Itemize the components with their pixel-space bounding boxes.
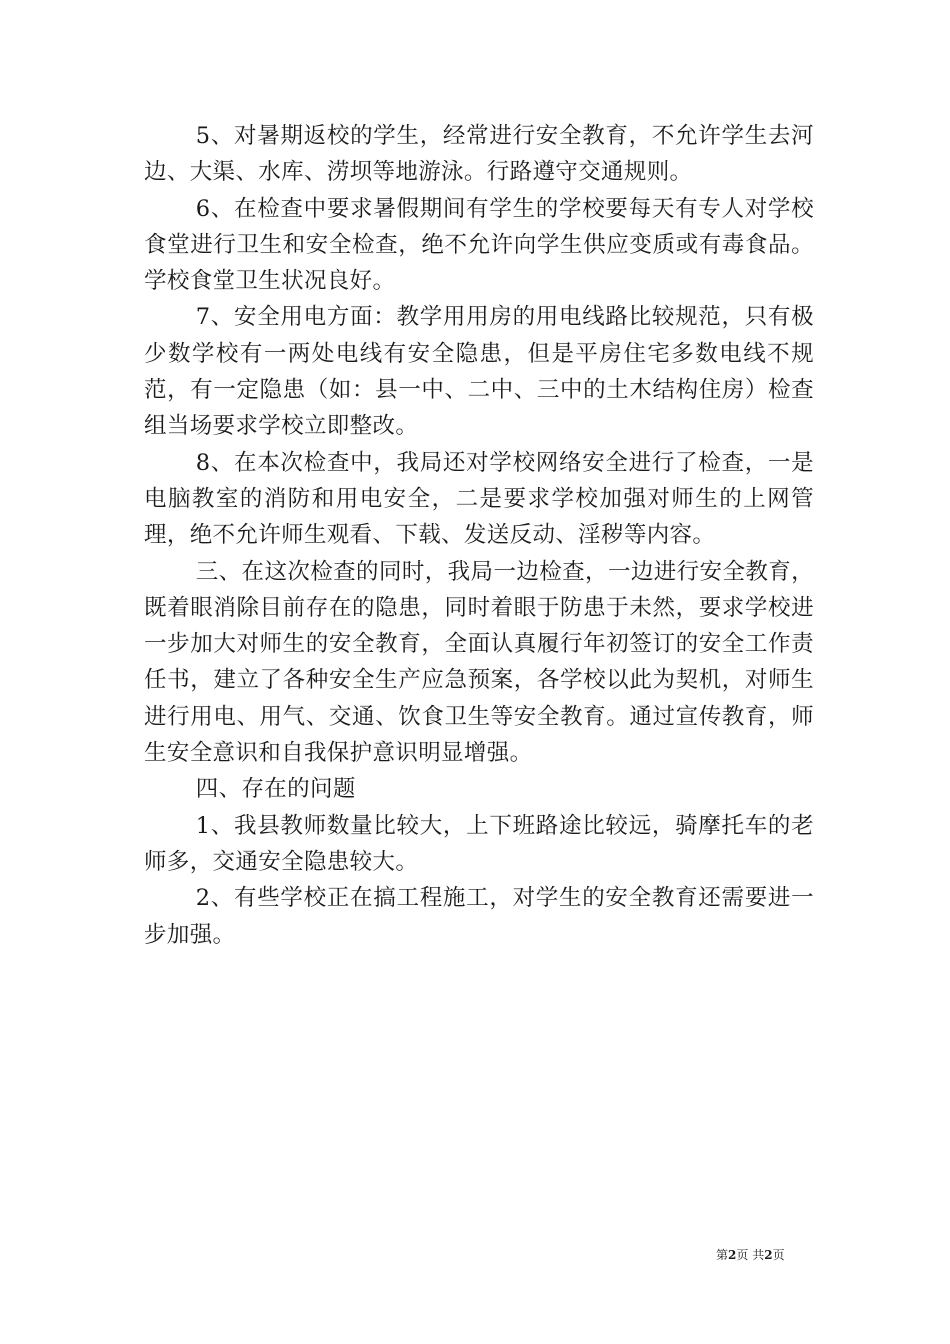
current-page-number: 2: [728, 1248, 737, 1262]
paragraph-section-3: 三、在这次检查的同时，我局一边检查，一边进行安全教育，既着眼消除目前存在的隐患，同时着眼于防患于未然，要求学校进一步加大对师生的安全教育，全面认真履行年初签订的安全工作责任书，建立了各种安全生产应急预案，各学校以此为契机，对师生进行用电、用气、交通、饮食卫生等安全教育。通过宣传教育，师生安全意识和自我保护意识明显增强。: [144, 558, 814, 767]
paragraph-item-7: 7、安全用电方面：教学用用房的用电线路比较规范，只有极少数学校有一两处电线有安全隐患，但是平房住宅多数电线不规范，有一定隐患（如：县一中、二中、三中的土木结构住房）检查组当场要求学校立即整改。: [144, 304, 814, 440]
page-number-footer: [716, 1247, 785, 1263]
page-prefix: 第: [716, 1248, 729, 1262]
document-body: [144, 118, 814, 953]
section-heading-problems: 四、存在的问题: [195, 776, 356, 803]
paragraph-problem-1: 1、我县教师数量比较大，上下班路途比较远，骑摩托车的老师多，交通安全隐患较大。: [144, 812, 814, 875]
paragraph-item-8: 8、在本次检查中，我局还对学校网络安全进行了检查，一是电脑教室的消防和用电安全，二是要求学校加强对师生的上网管理，绝不允许师生观看、下载、发送反动、淫秽等内容。: [144, 449, 814, 549]
page-mid: 页 共: [736, 1248, 765, 1262]
paragraph-item-6: 6、在检查中要求暑假期间有学生的学校要每天有专人对学校食堂进行卫生和安全检查，绝不允许向学生供应变质或有毒食品。学校食堂卫生状况良好。: [144, 195, 814, 295]
paragraph-problem-2: 2、有些学校正在搞工程施工，对学生的安全教育还需要进一步加强。: [144, 885, 814, 948]
page-suffix: 页: [772, 1248, 785, 1262]
total-pages-number: 2: [764, 1248, 773, 1262]
paragraph-item-5: 5、对暑期返校的学生，经常进行安全教育，不允许学生去河边、大渠、水库、涝坝等地游泳。行路遵守交通规则。: [144, 123, 814, 186]
